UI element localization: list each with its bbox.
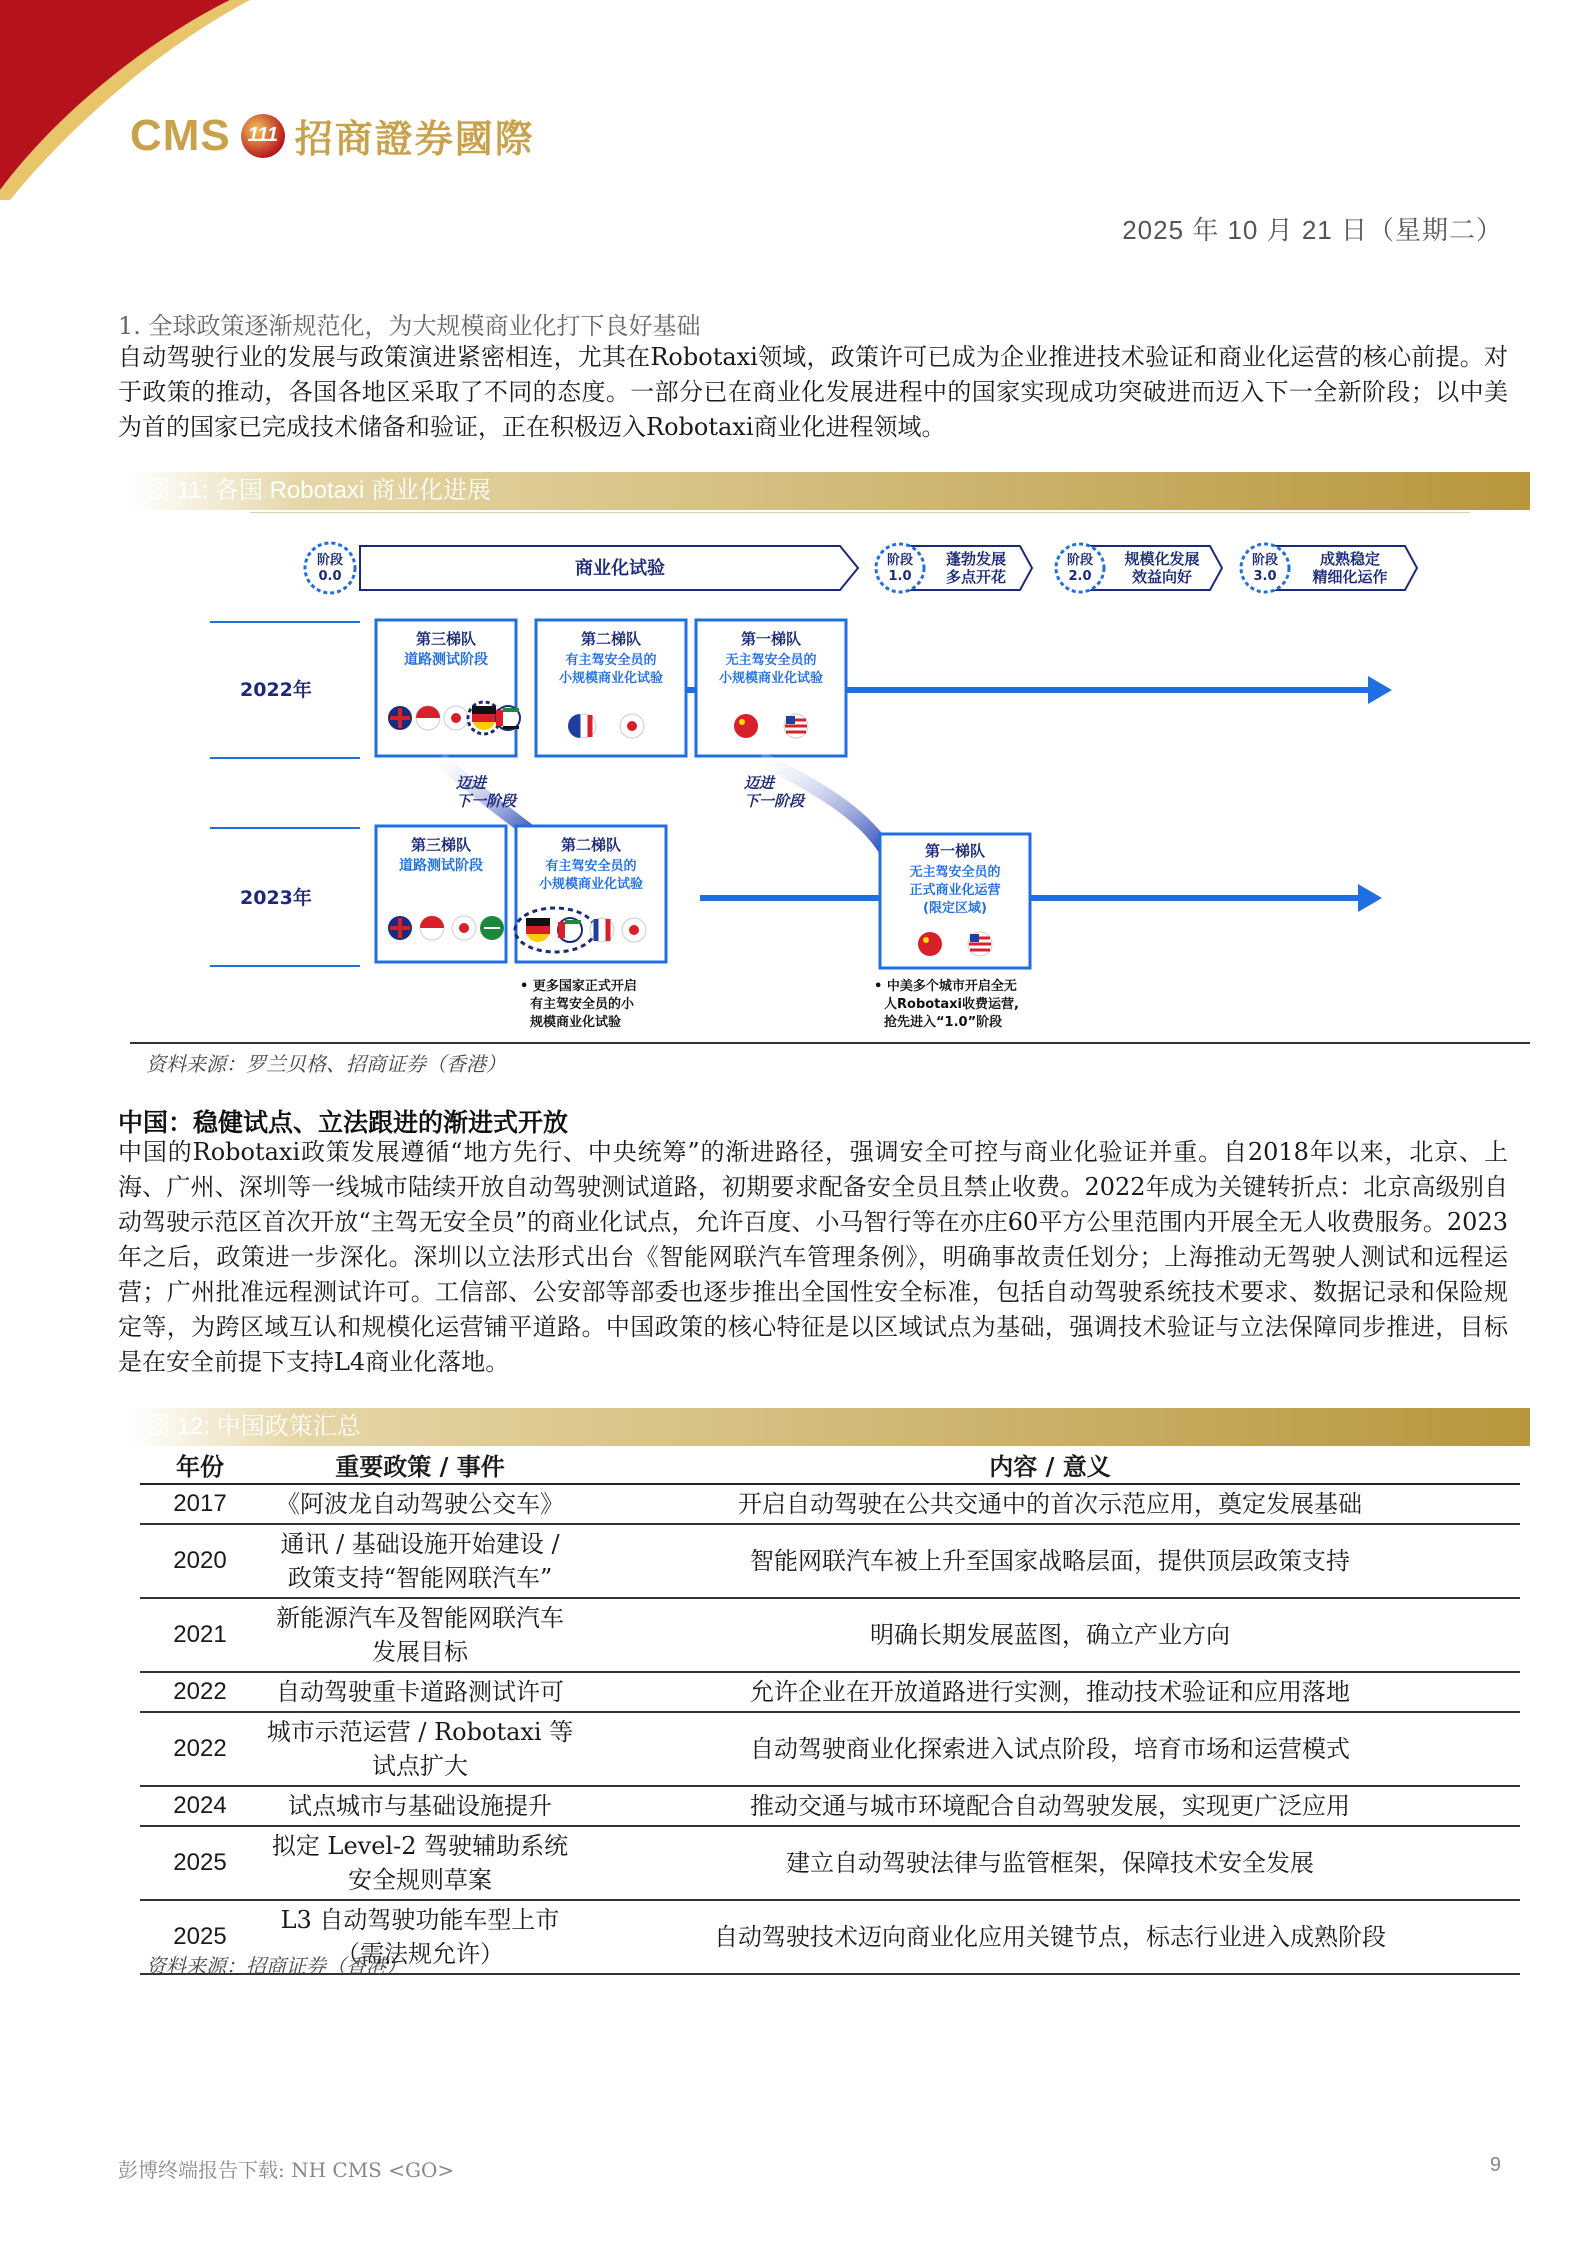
r2022-tier2-desc2: 小规模商业化试验: [558, 671, 664, 686]
note-right-line2: 人Robotaxi收费运营,: [884, 997, 1019, 1012]
advance-left-line1: 迈进: [456, 774, 487, 792]
table-row: [140, 1826, 1520, 1900]
logo-latin: CMS: [130, 110, 231, 160]
stage-1: [876, 544, 1032, 592]
r2023-tier3-desc: 道路测试阶段: [399, 858, 483, 874]
row-event-line1: 城市示范运营 / Robotaxi 等: [266, 1718, 574, 1746]
row-event: [260, 1524, 580, 1598]
r2023-tier2-name: 第二梯队: [560, 836, 622, 854]
row-2022: [210, 620, 1392, 758]
r2023-tier1-name: 第一梯队: [924, 842, 986, 860]
table-header-row: [140, 1446, 1520, 1484]
figure12-title-bar: [130, 1408, 1530, 1446]
r2022-tier3-name: 第三梯队: [415, 630, 477, 648]
row-event-line2: 发展目标: [372, 1638, 468, 1666]
row-content: 自动驾驶技术迈向商业化应用关键节点，标志行业进入成熟阶段: [580, 1900, 1520, 1974]
row-event-line1: 新能源汽车及智能网联汽车: [276, 1604, 564, 1632]
row-content: 允许企业在开放道路进行实测，推动技术验证和应用落地: [580, 1672, 1520, 1712]
row-event: [260, 1672, 580, 1712]
stage-3-badge-top: 阶段: [1251, 553, 1279, 568]
row-2023-year: 2023年: [240, 887, 312, 909]
r2023-tier2-desc1: 有主驾安全员的: [545, 859, 637, 874]
row-event-line1: 试点城市与基础设施提升: [288, 1792, 552, 1820]
flag-china-icon: [918, 932, 942, 956]
row-event-line2: 政策支持“智能网联汽车”: [287, 1564, 553, 1592]
row-event-line1: L3 自动驾驶功能车型上市: [280, 1906, 560, 1934]
advance-right-line1: 迈进: [744, 774, 775, 792]
stage-1-label-line2: 多点开花: [945, 568, 1007, 586]
section1-paragraph: 自动驾驶行业的发展与政策演进紧密相连，尤其在Robotaxi领域，政策许可已成为企业推进技术验证和商业化运营的核心前提。对于政策的推动，各国各地区采取了不同的态度。一部分已在商业化发展进程中的国家实现成功突破进而迈入下一全新阶段；以中美为首的国家已完成技术储备和验证，正在积极迈入Robotaxi商业化进程领域。: [118, 343, 1508, 441]
r2022-tier2-desc1: 有主驾安全员的: [565, 653, 657, 668]
figure11-underline: [250, 512, 1470, 513]
row-event-line2: （需法规允许）: [336, 1940, 504, 1968]
row-event-line2: 安全规则草案: [348, 1866, 492, 1894]
note-left: [520, 978, 637, 1030]
figure11-title: 图 11: 各国 Robotaxi 商业化进展: [146, 477, 491, 504]
stage-1-badge-num: 1.0: [888, 569, 912, 584]
row-year: 2024: [140, 1786, 260, 1826]
page-number: 9: [1489, 2154, 1501, 2176]
r2023-tier3-name: 第三梯队: [410, 836, 472, 854]
row-content: 智能网联汽车被上升至国家战略层面，提供顶层政策支持: [580, 1524, 1520, 1598]
corner-decoration: [0, 0, 260, 200]
table-row: [140, 1672, 1520, 1712]
row-year: 2020: [140, 1524, 260, 1598]
robotaxi-progress-diagram: [240, 538, 1420, 1053]
logo-chinese: 招商證券國際: [294, 116, 535, 161]
table-row: [140, 1786, 1520, 1826]
row-2022-year: 2022年: [240, 679, 312, 701]
r2023-tier1-desc2: 正式商业化运营: [909, 883, 1001, 898]
stage-2-badge-top: 阶段: [1066, 553, 1094, 568]
col-year: 年份: [140, 1446, 260, 1484]
row-event: [260, 1786, 580, 1826]
figure12-title: 图 12: 中国政策汇总: [146, 1413, 361, 1440]
advance-left-line2: 下一阶段: [456, 792, 517, 810]
stage-0-badge-num: 0.0: [318, 569, 342, 584]
stage-2-badge-num: 2.0: [1068, 569, 1092, 584]
stage-3-badge-num: 3.0: [1253, 569, 1277, 584]
stage-0-label: 商业化试验: [575, 558, 665, 579]
row-content: 明确长期发展蓝图，确立产业方向: [580, 1598, 1520, 1672]
report-date: 2025 年 10 月 21 日（星期二）: [1122, 215, 1503, 245]
section2-paragraph: 中国的Robotaxi政策发展遵循“地方先行、中央统筹”的渐进路径，强调安全可控与商业化验证并重。自2018年以来，北京、上海、广州、深圳等一线城市陆续开放自动驾驶测试道路，初期要求配备安全员且禁止收费。2022年成为关键转折点：北京高级别自动驾驶示范区首次开放“主驾无安全员”的商业化试点，允许百度、小马智行等在亦庄60平方公里范围内开展全无人收费服务。2023年之后，政策进一步深化。深圳以立法形式出台《智能网联汽车管理条例》，明确事故责任划分；上海推动无驾驶人测试和远程运营；广州批准远程测试许可。工信部、公安部等部委也逐步推出全国性安全标准，包括自动驾驶系统技术要求、数据记录和保险规定等，为跨区域互认和规模化运营铺平道路。中国政策的核心特征是以区域试点为基础，强调技术验证与立法保障同步推进，目标是在安全前提下支持L4商业化落地。: [118, 1138, 1508, 1376]
note-left-line2: 有主驾安全员的小: [530, 997, 635, 1012]
table-row: [140, 1524, 1520, 1598]
row-event-line1: 自动驾驶重卡道路测试许可: [276, 1678, 564, 1706]
table-row: [140, 1712, 1520, 1786]
r2022-tier1-desc1: 无主驾安全员的: [725, 653, 817, 668]
section2-heading: 中国：稳健试点、立法跟进的渐进式开放: [118, 1108, 569, 1137]
row-event-line1: 拟定 Level-2 驾驶辅助系统: [271, 1832, 569, 1860]
row-event-line1: 通讯 / 基础设施开始建设 /: [280, 1530, 560, 1558]
stage-0: [305, 543, 858, 593]
row-content: 建立自动驾驶法律与监管框架，保障技术安全发展: [580, 1826, 1520, 1900]
section1-heading: 1. 全球政策逐渐规范化，为大规模商业化打下良好基础: [118, 312, 701, 340]
note-right-line1: • 中美多个城市开启全无: [874, 979, 1017, 994]
company-logo: [130, 108, 535, 163]
r2022-tier1-desc2: 小规模商业化试验: [718, 671, 824, 686]
advance-right-line2: 下一阶段: [744, 792, 805, 810]
row-year: 2025: [140, 1900, 260, 1974]
r2023-tier1-desc3: (限定区域): [923, 901, 987, 916]
china-policy-table: [140, 1446, 1520, 1975]
row-2023: [210, 826, 1382, 968]
figure12-source: 资料来源：招商证券（香港）: [146, 1954, 406, 1978]
row-event: [260, 1598, 580, 1672]
col-content: 内容 / 意义: [580, 1446, 1520, 1484]
note-left-line3: 规模商业化试验: [530, 1015, 622, 1030]
stage-2-label-line1: 规模化发展: [1124, 550, 1200, 568]
row-year: 2022: [140, 1672, 260, 1712]
row-event-line2: 试点扩大: [372, 1752, 468, 1780]
table-row: [140, 1484, 1520, 1524]
stage-2: [1056, 544, 1222, 592]
stage-1-label-line1: 蓬勃发展: [945, 550, 1007, 568]
figure11-source: 资料来源：罗兰贝格、招商证券（香港）: [146, 1052, 506, 1076]
stage-2-label-line2: 效益向好: [1131, 568, 1193, 586]
figure11-title-bar: [130, 472, 1530, 510]
row-content: 推动交通与城市环境配合自动驾驶发展，实现更广泛应用: [580, 1786, 1520, 1826]
row-year: 2022: [140, 1712, 260, 1786]
stage-3: [1241, 544, 1417, 592]
r2022-tier3-desc: 道路测试阶段: [404, 652, 488, 668]
footer-bloomberg: 彭博终端报告下载: NH CMS <GO>: [118, 2158, 455, 2182]
note-left-line1: • 更多国家正式开启: [520, 979, 637, 994]
row-event: [260, 1712, 580, 1786]
r2023-tier2-desc2: 小规模商业化试验: [538, 877, 644, 892]
figure11-bottom-rule: [130, 1042, 1530, 1044]
col-event: 重要政策 / 事件: [260, 1446, 580, 1484]
row-year: 2025: [140, 1826, 260, 1900]
row-event: [260, 1484, 580, 1524]
row-event: [260, 1826, 580, 1900]
logo-mark-icon: 111: [241, 114, 285, 158]
stage-1-badge-top: 阶段: [886, 553, 914, 568]
flag-china-icon: [734, 714, 758, 738]
row-content: 自动驾驶商业化探索进入试点阶段，培育市场和运营模式: [580, 1712, 1520, 1786]
stage-3-label-line2: 精细化运作: [1312, 568, 1388, 586]
note-right-line3: 抢先进入“1.0”阶段: [884, 1015, 1003, 1030]
r2023-tier1-desc1: 无主驾安全员的: [909, 865, 1001, 880]
note-right: [874, 978, 1019, 1030]
r2022-tier1-name: 第一梯队: [740, 630, 802, 648]
row-year: 2017: [140, 1484, 260, 1524]
row-year: 2021: [140, 1598, 260, 1672]
stage-3-label-line1: 成熟稳定: [1319, 550, 1381, 568]
row-content: 开启自动驾驶在公共交通中的首次示范应用，奠定发展基础: [580, 1484, 1520, 1524]
table-row: [140, 1598, 1520, 1672]
r2022-tier2-name: 第二梯队: [580, 630, 642, 648]
row-event-line1: 《阿波龙自动驾驶公交车》: [276, 1490, 564, 1518]
stage-0-badge-top: 阶段: [316, 553, 344, 568]
